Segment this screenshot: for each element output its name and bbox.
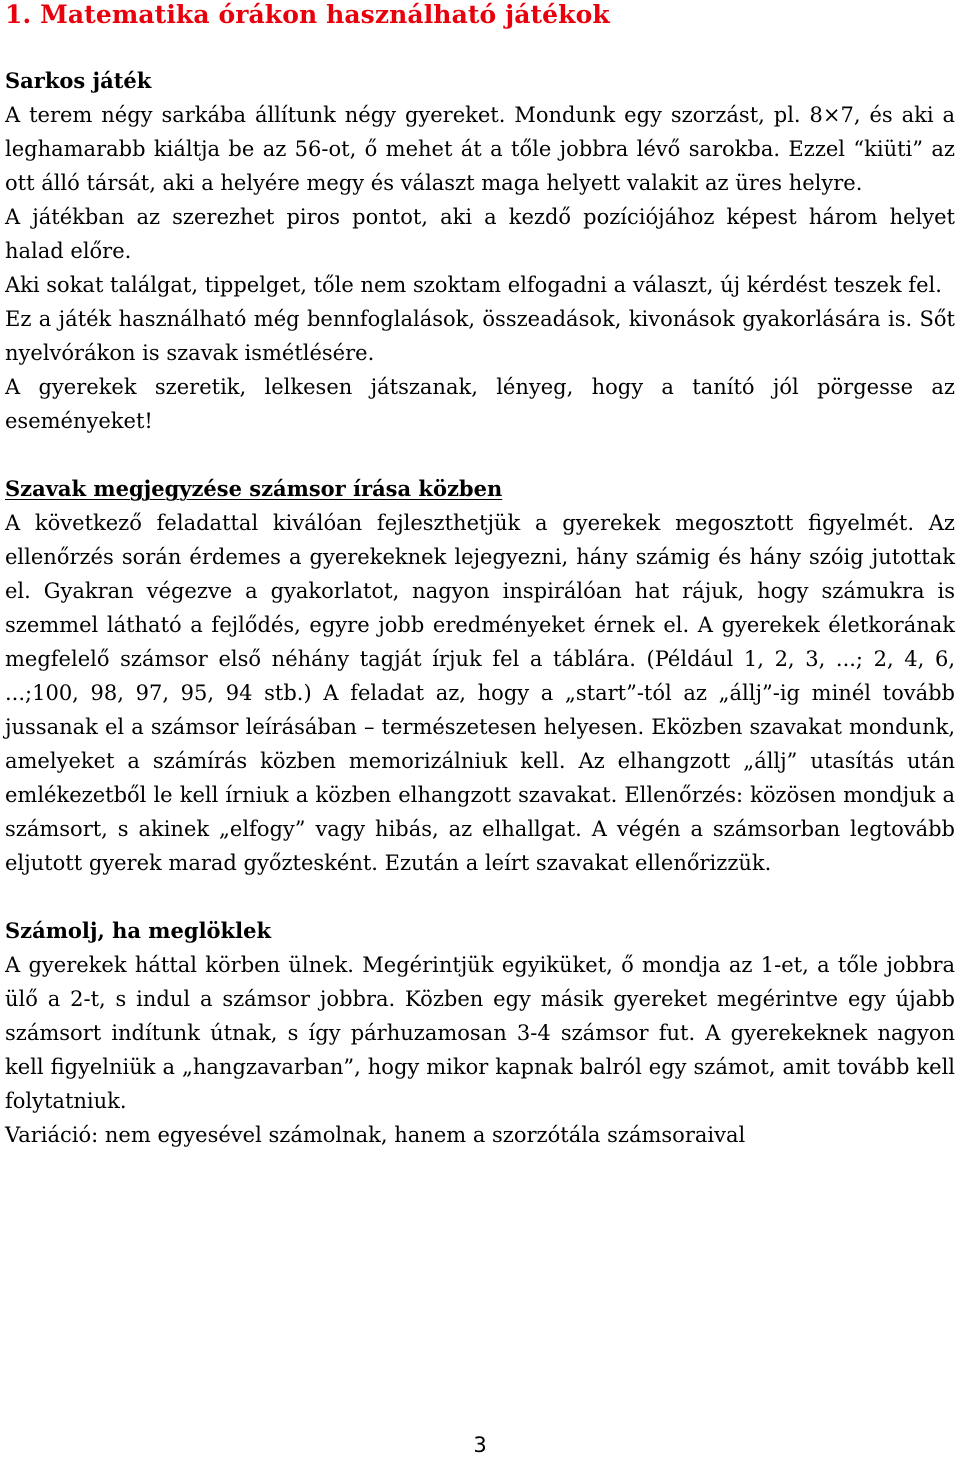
paragraph: Ez a játék használható még bennfoglalások, összeadások, kivonások gyakorlására is. Sőt nyelvórákon is szavak ismétlésére. <box>5 307 955 365</box>
paragraph: A gyerekek szeretik, lelkesen játszanak, lényeg, hogy a tanító jól pörgesse az eseményeket! <box>5 375 955 433</box>
paragraph: A gyerekek háttal körben ülnek. Megérintjük egyiküket, ő mondja az 1-et, a tőle jobbra ülő a 2-t, s indul a számsor jobbra. Közben egy másik gyereket megérintve egy újabb számsort indítunk útnak, s így párhuzamosan 3-4 számsor fut. A gyerekeknek nagyon kell figyelniük a „hangzavarban”, hogy mikor kapnak balról egy számot, amit tovább kell folytatniuk. <box>5 953 955 1113</box>
paragraph: Variáció: nem egyesével számolnak, hanem a szorzótála számsoraival <box>5 1123 746 1147</box>
paragraph: Aki sokat találgat, tippelget, tőle nem szoktam elfogadni a választ, új kérdést teszek fel. <box>5 273 942 297</box>
paragraph: A játékban az szerezhet piros pontot, aki a kezdő pozíciójához képest három helyet halad előre. <box>5 205 955 263</box>
section-szamolj-ha-meglöklek <box>5 914 955 1152</box>
section-title: Számolj, ha meglöklek <box>5 918 271 943</box>
chapter-title: 1. Matematika órákon használható játékok <box>5 0 610 29</box>
paragraph: A terem négy sarkába állítunk négy gyereket. Mondunk egy szorzást, pl. 8×7, és aki a leghamarabb kiáltja be az 56-ot, ő mehet át a tőle jobbra lévő sarokba. Ezzel “kiüti” az ott álló társát, aki a helyére megy és választ maga helyett valakit az üres helyre. <box>5 103 955 195</box>
section-title: Szavak megjegyzése számsor írása közben <box>5 476 503 501</box>
section-title: Sarkos játék <box>5 68 152 93</box>
page-number: 3 <box>473 1433 487 1457</box>
section-sarkos-jatek <box>5 64 955 438</box>
paragraph: A következő feladattal kiválóan fejleszthetjük a gyerekek megosztott figyelmét. Az ellenőrzés során érdemes a gyerekeknek lejegyezni, hány számig és hány szóig jutottak el. Gyakran végezve a gyakorlatot, nagyon inspirálóan hat rájuk, hogy számukra is szemmel látható a fejlődés, egyre jobb eredményeket érnek el. A gyerekek életkorának megfelelő számsor első néhány tagját írjuk fel a táblára. (Például 1, 2, 3, ...; 2, 4, 6, ...;100, 98, 97, 95, 94 stb.) A feladat az, hogy a „start”-tól az „állj”-ig minél tovább jussanak el a számsor leírásában – természetesen helyesen. Eközben szavakat mondunk, amelyeket a számírás közben memorizálniuk kell. Az elhangzott „állj” utasítás után emlékezetből le kell írniuk a közben elhangzott szavakat. Ellenőrzés: közösen mondjuk a számsort, s akinek „elfogy” vagy hibás, az elhallgat. A végén a számsorban legtovább eljutott gyerek marad győztesként. Ezután a leírt szavakat ellenőrizzük. <box>5 511 955 875</box>
section-szavak-megjegyzese <box>5 472 955 880</box>
document-page <box>5 0 955 1152</box>
